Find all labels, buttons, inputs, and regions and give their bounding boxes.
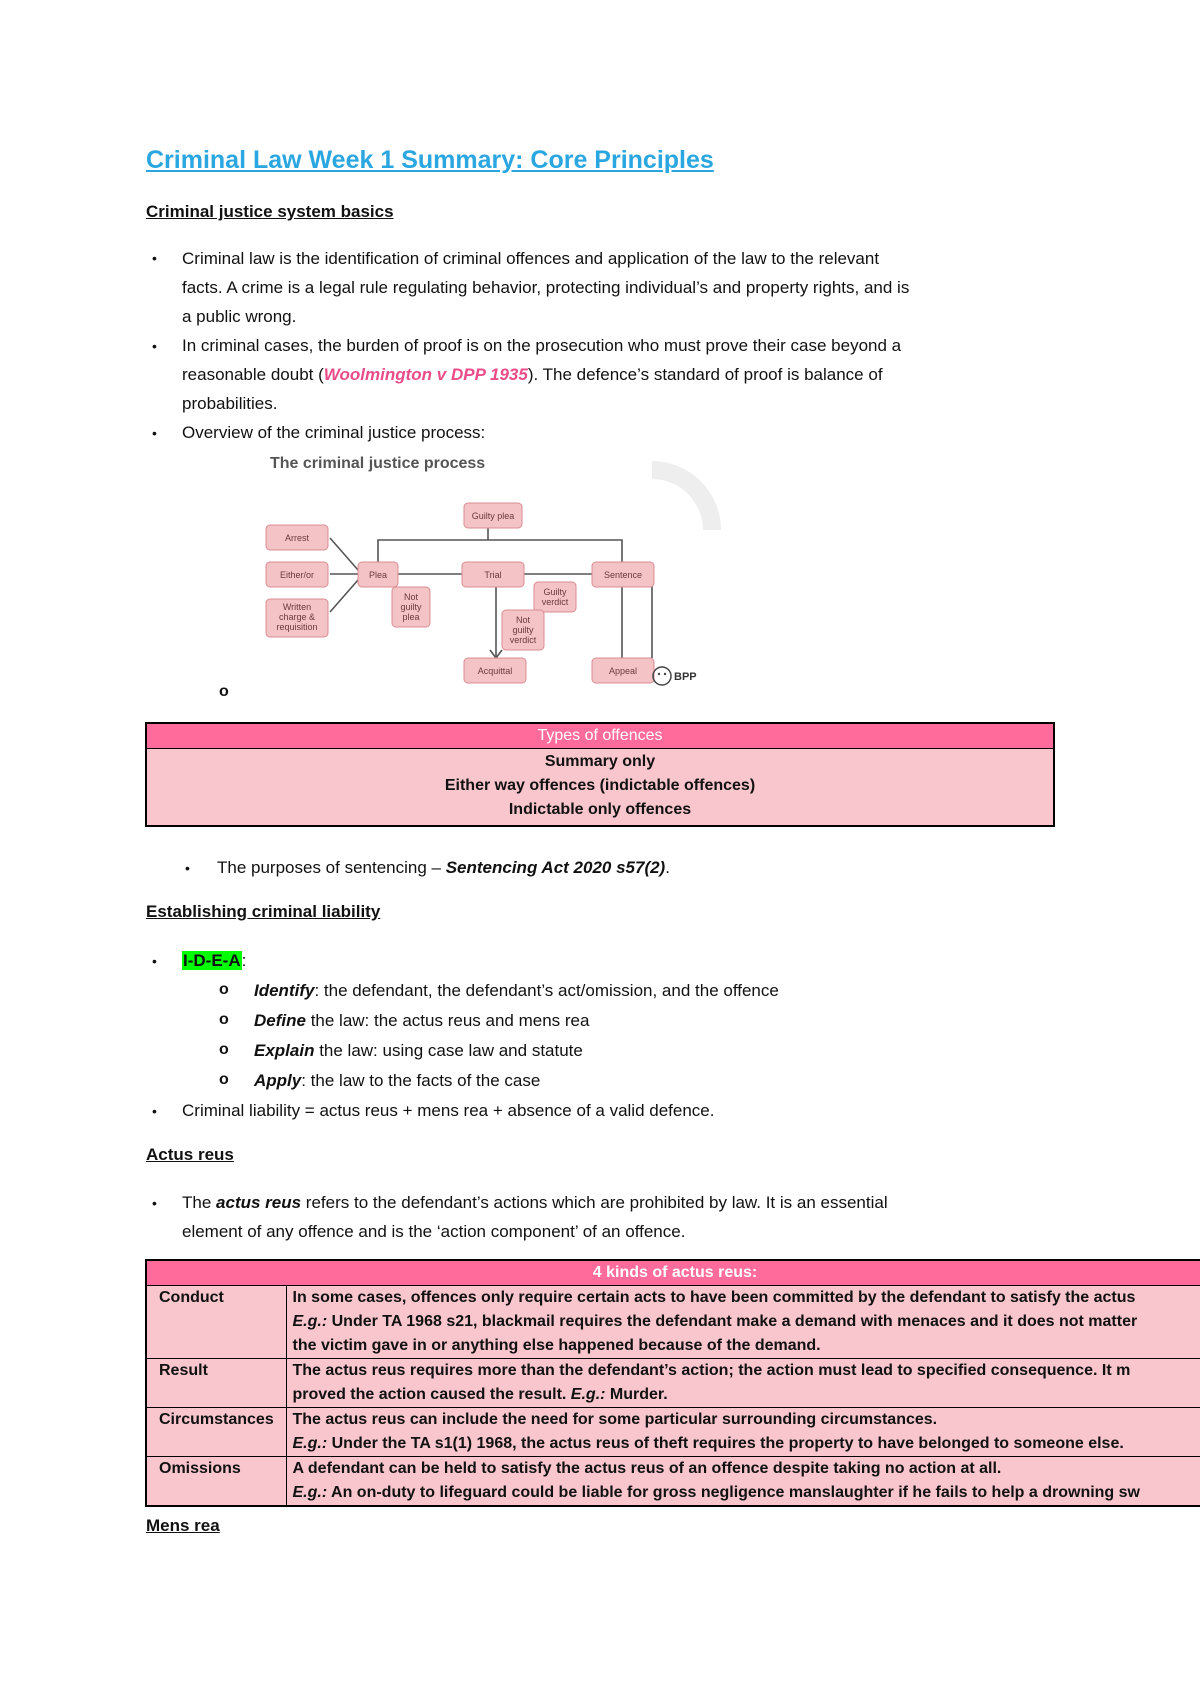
list-marker-o: o (219, 1041, 229, 1058)
connector-line (622, 586, 652, 658)
section-heading-mens-rea: Mens rea (146, 1516, 220, 1535)
idea-text: : the defendant, the defendant’s act/omission, and the offence (314, 981, 779, 1000)
text-fragment: An on-duty to lifeguard could be liable for gross negligence manslaughter if he fails to help a drowning sw (327, 1484, 1140, 1501)
box-label: Plea (368, 570, 388, 580)
text-fragment: Murder. (605, 1386, 668, 1403)
idea-text: the law: the actus reus and mens rea (305, 1011, 590, 1030)
bpp-logo-icon (653, 667, 671, 685)
idea-term: Apply (254, 1071, 302, 1090)
table-row: Summary only (544, 753, 656, 770)
table-row (146, 1408, 1200, 1457)
text-fragment: ). The defence’s standard of proof is balance of (527, 365, 883, 384)
case-citation: Woolmington v DPP 1935 (323, 365, 528, 384)
table-row: Either way offences (indictable offences) (444, 777, 756, 794)
liability-formula: Criminal liability = actus reus + mens rea + absence of a valid defence. (182, 1101, 715, 1120)
bullet-sentencing-purposes (217, 853, 670, 882)
example-label: E.g.: (570, 1386, 606, 1403)
criminal-justice-process-diagram (252, 440, 722, 690)
box-label: Written (282, 602, 312, 612)
bullet-marker: • (152, 1195, 157, 1211)
box-label: Not (515, 615, 531, 625)
example-label: E.g.: (292, 1435, 328, 1452)
bullet-marker: • (152, 250, 157, 266)
process-flowchart (252, 440, 722, 690)
highlighted-term: I-D-E-A (183, 951, 241, 970)
table-row: Indictable only offences (508, 801, 692, 818)
example-label: E.g.: (292, 1313, 328, 1330)
list-marker-o: o (219, 1071, 229, 1088)
idea-text: : the law to the facts of the case (301, 1071, 541, 1090)
connector-line (330, 538, 358, 570)
section-heading-basics: Criminal justice system basics (146, 202, 394, 221)
idea-term: Define (254, 1011, 306, 1030)
text-fragment: The purposes of sentencing – (217, 858, 446, 877)
text-line: The actus reus can include the need for some particular surrounding circumstances. (292, 1411, 938, 1428)
table-header: 4 kinds of actus reus: (146, 1260, 1200, 1286)
text-line (293, 1310, 1198, 1334)
idea-term: Identify (254, 981, 315, 1000)
box-label: Either/or (279, 570, 315, 580)
actus-reus-table (145, 1259, 1200, 1507)
text-fragment: The (182, 1193, 217, 1212)
idea-item-explain (254, 1036, 583, 1065)
box-label: verdict (541, 597, 569, 607)
box-label: Guilty plea (471, 511, 515, 521)
row-description (286, 1359, 1200, 1408)
bullet-marker: • (152, 953, 157, 969)
bullet-marker: • (152, 1103, 157, 1119)
table-header: Types of offences (146, 723, 1054, 749)
table-row (146, 1457, 1200, 1507)
bullet-burden-of-proof (182, 331, 1102, 418)
text-line (182, 1188, 1082, 1217)
box-label: Not (403, 592, 419, 602)
table-row (146, 1286, 1200, 1359)
list-marker-o: o (219, 981, 229, 998)
text-line: A defendant can be held to satisfy the actus reus of an offence despite taking no action at all. (292, 1460, 1002, 1477)
list-marker-o: o (219, 683, 229, 700)
page-title: Criminal Law Week 1 Summary: Core Principles (146, 146, 714, 174)
text-fragment: : (241, 951, 247, 970)
idea-item-apply (254, 1066, 540, 1095)
row-kind-circumstances: Circumstances (146, 1408, 286, 1457)
key-term: actus reus (216, 1193, 302, 1212)
section-heading-liability: Establishing criminal liability (146, 902, 381, 921)
box-label: requisition (276, 622, 318, 632)
row-kind-result: Result (146, 1359, 286, 1408)
table-body-cell (146, 749, 1054, 827)
text-line: Criminal law is the identification of criminal offences and application of the law to the relevant (182, 249, 880, 268)
bullet-marker: • (152, 338, 157, 354)
diagram-title: The criminal justice process (270, 455, 486, 472)
row-description (286, 1286, 1200, 1359)
box-label: verdict (509, 635, 537, 645)
logo-detail (664, 673, 666, 675)
bullet-marker: • (152, 425, 157, 441)
text-line (182, 360, 1102, 389)
text-fragment: Under TA 1968 s21, blackmail requires the defendant make a demand with menaces and it does not matter (327, 1313, 1138, 1330)
box-label: charge & (278, 612, 316, 622)
row-kind-conduct: Conduct (146, 1286, 286, 1359)
row-kind-omissions: Omissions (146, 1457, 286, 1507)
idea-term: Explain (254, 1041, 315, 1060)
text-fragment: proved the action caused the result. (292, 1386, 571, 1403)
box-label: plea (402, 612, 420, 622)
section-heading-actus-reus: Actus reus (146, 1145, 234, 1164)
box-label: Trial (484, 570, 502, 580)
idea-item-define (254, 1006, 589, 1035)
text-line: the victim gave in or anything else happened because of the demand. (292, 1337, 821, 1354)
actus-reus-definition (182, 1188, 1082, 1246)
text-fragment: refers to the defendant’s actions which are prohibited by law. It is an essential (301, 1193, 888, 1212)
connector-line (378, 540, 622, 562)
box-label: Sentence (603, 570, 643, 580)
text-line: The actus reus requires more than the defendant’s action; the action must lead to specified consequence. It m (292, 1362, 1131, 1379)
decorative-arc (652, 470, 712, 530)
row-description (286, 1408, 1200, 1457)
connector-line (330, 580, 358, 612)
text-line: In some cases, offences only require certain acts to have been committed by the defendant to satisfy the actus (292, 1289, 1136, 1306)
text-fragment: Under the TA s1(1) 1968, the actus reus of theft requires the property to have belonged to someone else. (327, 1435, 1124, 1452)
box-label: Appeal (608, 666, 638, 676)
text-line (293, 1383, 1198, 1407)
text-line (293, 1432, 1198, 1456)
list-marker-o: o (219, 1011, 229, 1028)
offences-table (145, 722, 1055, 827)
box-label: Arrest (284, 533, 310, 543)
text-fragment: . (665, 858, 670, 877)
text-line: probabilities. (182, 394, 278, 413)
idea-text: the law: using case law and statute (314, 1041, 583, 1060)
bpp-logo-text: BPP (674, 671, 697, 683)
logo-detail (658, 673, 660, 675)
text-fragment: reasonable doubt ( (182, 365, 324, 384)
statute-reference: Sentencing Act 2020 s57(2) (445, 858, 666, 877)
box-label: guilty (400, 602, 422, 612)
table-row (146, 1359, 1200, 1408)
bullet-marker: • (185, 860, 190, 876)
text-line: In criminal cases, the burden of proof is on the prosecution who must prove their case beyond a (182, 336, 902, 355)
idea-item-identify (254, 976, 779, 1005)
text-line: element of any offence and is the ‘action component’ of an offence. (182, 1222, 686, 1241)
text-line: a public wrong. (182, 307, 297, 326)
box-label: Acquittal (477, 666, 513, 676)
text-line: facts. A crime is a legal rule regulating behavior, protecting individual’s and property rights, and is (182, 278, 910, 297)
box-label: Guilty (543, 587, 567, 597)
bullet-criminal-law-definition (182, 244, 1102, 331)
text-line (293, 1481, 1198, 1505)
bullet-process-overview: Overview of the criminal justice process: (182, 423, 486, 442)
row-description (286, 1457, 1200, 1507)
example-label: E.g.: (292, 1484, 328, 1501)
box-label: guilty (512, 625, 534, 635)
idea-acronym (182, 946, 246, 975)
